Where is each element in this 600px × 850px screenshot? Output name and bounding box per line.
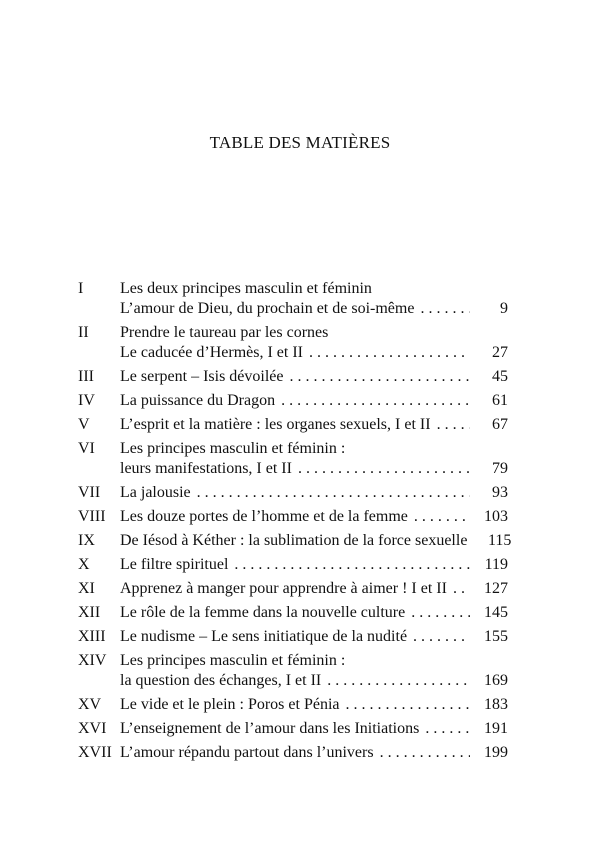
chapter-title-block [120, 627, 508, 647]
dot-leader [340, 695, 471, 715]
chapter-title-block [120, 279, 508, 319]
chapter-numeral: XIII [78, 628, 106, 645]
chapter-title-final-line [120, 299, 508, 319]
chapter-numeral: XVII [78, 744, 112, 761]
chapter-title-block [120, 579, 508, 599]
chapter-numeral: X [78, 556, 90, 573]
page-number: 93 [492, 484, 508, 501]
chapter-title-final-line [120, 531, 512, 551]
toc-entry [78, 719, 508, 739]
chapter-title-text: La jalousie [120, 484, 191, 501]
page-number: 61 [492, 392, 508, 409]
page-number: 155 [484, 628, 508, 645]
chapter-title-block [120, 603, 508, 623]
chapter-numeral: XIV [78, 652, 107, 669]
chapter-numeral: VII [78, 484, 101, 501]
chapter-title-text: Apprenez à manger pour apprendre à aimer ! I et II [120, 580, 447, 597]
chapter-title-text: L’enseignement de l’amour dans les Initiations [120, 720, 420, 737]
toc-entry [78, 279, 508, 319]
page-number: 67 [492, 416, 508, 433]
table-of-contents [78, 279, 512, 763]
dot-leader [407, 627, 470, 647]
chapter-title-text: La puissance du Dragon [120, 392, 276, 409]
chapter-title-final-line [120, 459, 508, 479]
chapter-numeral: III [78, 368, 94, 385]
toc-entry [78, 531, 512, 551]
chapter-numeral: XI [78, 580, 95, 597]
chapter-title-text: Le filtre spirituel [120, 556, 229, 573]
chapter-title-text: L’amour répandu partout dans l’univers [120, 744, 374, 761]
chapter-title-final-line [120, 343, 508, 363]
dot-leader [303, 343, 470, 363]
toc-entry [78, 743, 508, 763]
dot-leader [374, 743, 470, 763]
chapter-numeral: VI [78, 440, 95, 457]
chapter-title-block [120, 323, 508, 363]
page-number: 127 [484, 580, 508, 597]
chapter-title-block [120, 531, 512, 551]
chapter-title-final-line [120, 719, 508, 739]
chapter-title-block [120, 555, 508, 575]
toc-entry [78, 695, 508, 715]
chapter-title-line: Les principes masculin et féminin : [120, 440, 346, 457]
chapter-numeral: II [78, 324, 89, 341]
toc-entry [78, 579, 508, 599]
chapter-numeral: XII [78, 604, 101, 621]
chapter-title-block [120, 391, 508, 411]
chapter-title-block [120, 651, 508, 691]
chapter-title-text: Le nudisme – Le sens initiatique de la nudité [120, 628, 408, 645]
chapter-title-final-line [120, 695, 508, 715]
chapter-numeral: IX [78, 532, 95, 549]
chapter-title-final-line [120, 743, 508, 763]
toc-entry [78, 415, 508, 435]
chapter-title-block [120, 719, 508, 739]
toc-entry [78, 603, 508, 623]
chapter-title-text: L’esprit et la matière : les organes sexuels, I et II [120, 416, 431, 433]
chapter-title-text: la question des échanges, I et II [120, 672, 322, 689]
page-number: 45 [492, 368, 508, 385]
page-number: 9 [500, 300, 508, 317]
chapter-title-final-line [120, 627, 508, 647]
chapter-title-final-line [120, 415, 508, 435]
page-title: TABLE DES MATIÈRES [209, 133, 391, 152]
toc-entry [78, 439, 508, 479]
chapter-title-final-line [120, 603, 508, 623]
chapter-title-text: Le serpent – Isis dévoilée [120, 368, 284, 385]
toc-entry [78, 483, 508, 503]
dot-leader [228, 555, 470, 575]
chapter-title-text: Le rôle de la femme dans la nouvelle culture [120, 604, 406, 621]
chapter-title-block [120, 695, 508, 715]
chapter-title-text: L’amour de Dieu, du prochain et de soi-même [120, 300, 415, 317]
toc-entry [78, 323, 508, 363]
dot-leader [292, 459, 470, 479]
dot-leader [419, 719, 470, 739]
page-number: 79 [492, 460, 508, 477]
chapter-title-block [120, 415, 508, 435]
chapter-title-final-line [120, 483, 508, 503]
dot-leader [405, 603, 470, 623]
chapter-numeral: XVI [78, 720, 107, 737]
page-number: 183 [484, 696, 508, 713]
chapter-title-final-line [120, 507, 508, 527]
chapter-title-block [120, 439, 508, 479]
page-number: 119 [484, 556, 508, 573]
dot-leader [447, 579, 470, 599]
chapter-title-text: Les douze portes de l’homme et de la femme [120, 508, 408, 525]
chapter-title-text: leurs manifestations, I et II [120, 460, 292, 477]
toc-entry [78, 555, 508, 575]
toc-entry [78, 627, 508, 647]
dot-leader [191, 483, 470, 503]
chapter-title-block [120, 507, 508, 527]
chapter-title-block [120, 743, 508, 763]
page-number: 27 [492, 344, 508, 361]
chapter-title-line: Prendre le taureau par les cornes [120, 324, 329, 341]
page-number: 115 [488, 532, 512, 549]
dot-leader [284, 367, 471, 387]
chapter-numeral: I [78, 280, 84, 297]
chapter-title-text: Le vide et le plein : Poros et Pénia [120, 696, 340, 713]
dot-leader [321, 671, 470, 691]
page-number: 191 [484, 720, 508, 737]
toc-entry [78, 651, 508, 691]
toc-entry [78, 507, 508, 527]
chapter-numeral: VIII [78, 508, 106, 525]
dot-leader [414, 299, 470, 319]
chapter-title-final-line [120, 579, 508, 599]
chapter-title-line: Les principes masculin et féminin : [120, 652, 346, 669]
toc-entry [78, 391, 508, 411]
page-number: 169 [484, 672, 508, 689]
chapter-title-text: Le caducée d’Hermès, I et II [120, 344, 303, 361]
dot-leader [431, 415, 470, 435]
chapter-numeral: XV [78, 696, 102, 713]
chapter-title-text: De Iésod à Kéther : la sublimation de la force sexuelle [120, 532, 468, 549]
chapter-title-block [120, 483, 508, 503]
chapter-numeral: V [78, 416, 90, 433]
chapter-title-line: Les deux principes masculin et féminin [120, 280, 372, 297]
page-number: 199 [484, 744, 508, 761]
page-number: 103 [484, 508, 508, 525]
toc-entry [78, 367, 508, 387]
chapter-title-final-line [120, 555, 508, 575]
dot-leader [275, 391, 470, 411]
chapter-title-block [120, 367, 508, 387]
chapter-title-final-line [120, 391, 508, 411]
dot-leader [408, 507, 470, 527]
chapter-numeral: IV [78, 392, 95, 409]
chapter-title-final-line [120, 671, 508, 691]
chapter-title-final-line [120, 367, 508, 387]
dot-leader [467, 531, 473, 551]
page-number: 145 [484, 604, 508, 621]
